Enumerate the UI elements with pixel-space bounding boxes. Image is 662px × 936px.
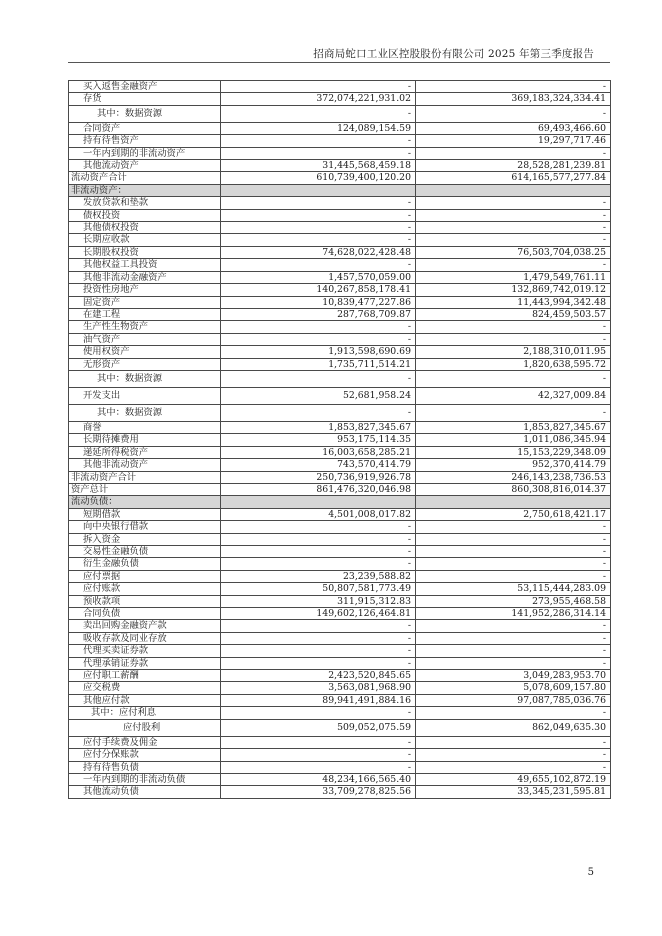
row-label: 持有待售资产	[69, 135, 221, 147]
row-label: 卖出回购金融资产款	[69, 620, 221, 632]
period-end-value: -	[221, 135, 416, 147]
period-end-value: 23,239,588.82	[221, 570, 416, 582]
year-start-value: 132,869,742,019.12	[416, 284, 611, 296]
row-label: 资产总计	[69, 483, 221, 495]
period-end-value: -	[221, 222, 416, 234]
period-end-value: 149,602,126,464.81	[221, 608, 416, 620]
year-start-value: 824,459,503.57	[416, 308, 611, 320]
row-label: 代理买卖证券款	[69, 645, 221, 657]
row-label: 应付职工薪酬	[69, 670, 221, 682]
period-end-value: 124,089,154.59	[221, 122, 416, 134]
year-start-value: -	[416, 209, 611, 221]
table-row	[69, 570, 611, 582]
year-start-value: -	[416, 736, 611, 748]
row-label: 衍生金融负债	[69, 558, 221, 570]
period-end-value: 372,074,221,931.02	[221, 93, 416, 105]
period-end-value: 50,807,581,773.49	[221, 583, 416, 595]
page-number: 5	[587, 867, 594, 878]
row-label: 其他流动资产	[69, 160, 221, 172]
table-row	[69, 645, 611, 657]
year-start-value: -	[416, 105, 611, 122]
year-start-value: 369,183,324,334.41	[416, 93, 611, 105]
year-start-value: 246,143,238,736.53	[416, 471, 611, 483]
row-label: 流动负债：	[69, 496, 221, 508]
year-start-value: -	[416, 533, 611, 545]
table-row	[69, 707, 611, 719]
row-label: 持有待售负债	[69, 761, 221, 773]
table-row	[69, 446, 611, 458]
period-end-value: -	[221, 234, 416, 246]
table-row	[69, 404, 611, 421]
year-start-value: -	[416, 81, 611, 93]
table-row	[69, 632, 611, 644]
year-start-value	[416, 184, 611, 196]
year-start-value	[416, 496, 611, 508]
period-end-value: -	[221, 81, 416, 93]
table-row	[69, 749, 611, 761]
row-label: 其中：应付利息	[69, 707, 221, 719]
year-start-value: 141,952,286,314.14	[416, 608, 611, 620]
period-end-value: 1,735,711,514.21	[221, 358, 416, 370]
row-label: 发放贷款和垫款	[69, 197, 221, 209]
year-start-value: -	[416, 222, 611, 234]
table-row	[69, 521, 611, 533]
period-end-value: 89,941,491,884.16	[221, 694, 416, 706]
year-start-value: -	[416, 546, 611, 558]
row-label: 投资性房地产	[69, 284, 221, 296]
period-end-value: -	[221, 521, 416, 533]
table-row	[69, 761, 611, 773]
row-label: 其他流动负债	[69, 786, 221, 798]
table-row	[69, 259, 611, 271]
table-row	[69, 670, 611, 682]
table-row	[69, 321, 611, 333]
year-start-value: -	[416, 620, 611, 632]
table-row	[69, 370, 611, 387]
row-label: 一年内到期的非流动负债	[69, 773, 221, 785]
row-label: 商誉	[69, 421, 221, 433]
row-label: 在建工程	[69, 308, 221, 320]
year-start-value: 5,078,609,157.80	[416, 682, 611, 694]
table-row	[69, 222, 611, 234]
period-end-value: -	[221, 558, 416, 570]
row-label: 应付手续费及佣金	[69, 736, 221, 748]
year-start-value: 11,443,994,342.48	[416, 296, 611, 308]
period-end-value: 10,839,477,227.86	[221, 296, 416, 308]
row-label: 油气资产	[69, 333, 221, 345]
period-end-value: 743,570,414.79	[221, 459, 416, 471]
period-end-value: -	[221, 259, 416, 271]
row-label: 应付票据	[69, 570, 221, 582]
period-end-value: 311,915,312.83	[221, 595, 416, 607]
year-start-value: 2,188,310,011.95	[416, 346, 611, 358]
table-row	[69, 483, 611, 495]
table-row	[69, 657, 611, 669]
year-start-value: 15,153,229,348.09	[416, 446, 611, 458]
year-start-value: 33,345,231,595.81	[416, 786, 611, 798]
period-end-value: -	[221, 321, 416, 333]
table-row	[69, 694, 611, 706]
period-end-value: -	[221, 546, 416, 558]
row-label: 其中：数据资源	[69, 370, 221, 387]
table-row	[69, 271, 611, 283]
table-row	[69, 533, 611, 545]
period-end-value: 140,267,858,178.41	[221, 284, 416, 296]
period-end-value: 1,853,827,345.67	[221, 421, 416, 433]
year-start-value: 1,853,827,345.67	[416, 421, 611, 433]
period-end-value: -	[221, 333, 416, 345]
period-end-value: 31,445,568,459.18	[221, 160, 416, 172]
row-label: 合同负债	[69, 608, 221, 620]
year-start-value: -	[416, 370, 611, 387]
year-start-value: -	[416, 259, 611, 271]
period-end-value: 953,175,114.35	[221, 434, 416, 446]
row-label: 其他权益工具投资	[69, 259, 221, 271]
year-start-value: 49,655,102,872.19	[416, 773, 611, 785]
row-label: 其中：数据资源	[69, 404, 221, 421]
table-row	[69, 583, 611, 595]
row-label: 其他非流动金融资产	[69, 271, 221, 283]
year-start-value: -	[416, 657, 611, 669]
table-row	[69, 459, 611, 471]
table-row	[69, 308, 611, 320]
table-row	[69, 546, 611, 558]
period-end-value: -	[221, 533, 416, 545]
year-start-value: 860,308,816,014.37	[416, 483, 611, 495]
balance-sheet-table	[68, 80, 611, 799]
year-start-value: 2,750,618,421.17	[416, 508, 611, 520]
year-start-value: 1,011,086,345.94	[416, 434, 611, 446]
year-start-value: 76,503,704,038.25	[416, 246, 611, 258]
row-label: 长期待摊费用	[69, 434, 221, 446]
period-end-value: 287,768,709.87	[221, 308, 416, 320]
year-start-value: -	[416, 521, 611, 533]
row-label: 买入返售金融资产	[69, 81, 221, 93]
table-row	[69, 234, 611, 246]
year-start-value: -	[416, 558, 611, 570]
table-row	[69, 496, 611, 508]
row-label: 存货	[69, 93, 221, 105]
row-label: 向中央银行借款	[69, 521, 221, 533]
row-label: 开发支出	[69, 387, 221, 404]
year-start-value: 3,049,283,953.70	[416, 670, 611, 682]
period-end-value: -	[221, 197, 416, 209]
year-start-value: -	[416, 645, 611, 657]
period-end-value: 52,681,958.24	[221, 387, 416, 404]
table-row	[69, 346, 611, 358]
period-end-value: -	[221, 209, 416, 221]
year-start-value: -	[416, 570, 611, 582]
period-end-value: 1,457,570,059.00	[221, 271, 416, 283]
period-end-value: -	[221, 370, 416, 387]
table-row	[69, 246, 611, 258]
year-start-value: -	[416, 197, 611, 209]
table-row	[69, 608, 611, 620]
period-end-value: 48,234,166,565.40	[221, 773, 416, 785]
table-row	[69, 434, 611, 446]
period-end-value: -	[221, 645, 416, 657]
row-label: 长期应收款	[69, 234, 221, 246]
table-row	[69, 333, 611, 345]
period-end-value: -	[221, 105, 416, 122]
table-row	[69, 160, 611, 172]
year-start-value: 53,115,444,283.09	[416, 583, 611, 595]
period-end-value: -	[221, 147, 416, 159]
year-start-value: -	[416, 632, 611, 644]
table-row	[69, 284, 611, 296]
row-label: 非流动资产：	[69, 184, 221, 196]
table-row	[69, 471, 611, 483]
period-end-value: -	[221, 404, 416, 421]
row-label: 递延所得税资产	[69, 446, 221, 458]
table-row	[69, 558, 611, 570]
table-row	[69, 105, 611, 122]
row-label: 生产性生物资产	[69, 321, 221, 333]
row-label: 应付账款	[69, 583, 221, 595]
year-start-value: 42,327,009.84	[416, 387, 611, 404]
row-label: 拆入资金	[69, 533, 221, 545]
table-row	[69, 81, 611, 93]
period-end-value: 250,736,919,926.78	[221, 471, 416, 483]
period-end-value: 1,913,598,690.69	[221, 346, 416, 358]
year-start-value: -	[416, 707, 611, 719]
year-start-value: -	[416, 321, 611, 333]
year-start-value: -	[416, 147, 611, 159]
period-end-value: 74,628,022,428.48	[221, 246, 416, 258]
table-row	[69, 184, 611, 196]
row-label: 交易性金融负债	[69, 546, 221, 558]
period-end-value: 16,003,658,285.21	[221, 446, 416, 458]
period-end-value: -	[221, 620, 416, 632]
header-divider	[68, 62, 610, 63]
year-start-value: 19,297,717.46	[416, 135, 611, 147]
table-row	[69, 595, 611, 607]
year-start-value: -	[416, 761, 611, 773]
table-row	[69, 197, 611, 209]
year-start-value: 952,370,414.79	[416, 459, 611, 471]
table-row	[69, 786, 611, 798]
row-label: 非流动资产合计	[69, 471, 221, 483]
table-row	[69, 135, 611, 147]
row-label: 其他应付款	[69, 694, 221, 706]
row-label: 短期借款	[69, 508, 221, 520]
period-end-value: -	[221, 761, 416, 773]
year-start-value: -	[416, 333, 611, 345]
period-end-value	[221, 496, 416, 508]
row-label: 合同资产	[69, 122, 221, 134]
row-label: 债权投资	[69, 209, 221, 221]
table-row	[69, 147, 611, 159]
period-end-value: 3,563,081,968.90	[221, 682, 416, 694]
table-row	[69, 736, 611, 748]
year-start-value: 69,493,466.60	[416, 122, 611, 134]
table-row	[69, 773, 611, 785]
period-end-value: -	[221, 632, 416, 644]
table-row	[69, 508, 611, 520]
year-start-value: 28,528,281,239.81	[416, 160, 611, 172]
row-label: 固定资产	[69, 296, 221, 308]
table-row	[69, 122, 611, 134]
row-label: 一年内到期的非流动资产	[69, 147, 221, 159]
table-row	[69, 358, 611, 370]
year-start-value: 862,049,635.30	[416, 719, 611, 736]
period-end-value: 861,476,320,046.98	[221, 483, 416, 495]
row-label: 应交税费	[69, 682, 221, 694]
row-label: 应付分保账款	[69, 749, 221, 761]
year-start-value: 1,479,549,761.11	[416, 271, 611, 283]
period-end-value: -	[221, 707, 416, 719]
row-label: 其中：数据资源	[69, 105, 221, 122]
balance-sheet-body	[69, 81, 611, 799]
row-label: 其他债权投资	[69, 222, 221, 234]
period-end-value: 610,739,400,120.20	[221, 172, 416, 184]
row-label: 其他非流动资产	[69, 459, 221, 471]
table-row	[69, 719, 611, 736]
table-row	[69, 296, 611, 308]
year-start-value: -	[416, 404, 611, 421]
row-label: 长期股权投资	[69, 246, 221, 258]
period-end-value: -	[221, 749, 416, 761]
table-row	[69, 387, 611, 404]
table-row	[69, 172, 611, 184]
table-row	[69, 421, 611, 433]
period-end-value: 33,709,278,825.56	[221, 786, 416, 798]
year-start-value: -	[416, 234, 611, 246]
year-start-value: 614,165,577,277.84	[416, 172, 611, 184]
row-label: 吸收存款及同业存放	[69, 632, 221, 644]
table-row	[69, 209, 611, 221]
period-end-value	[221, 184, 416, 196]
report-header: 招商局蛇口工业区控股股份有限公司 2025 年第三季度报告	[313, 48, 594, 60]
table-row	[69, 620, 611, 632]
row-label: 使用权资产	[69, 346, 221, 358]
period-end-value: 509,052,075.59	[221, 719, 416, 736]
year-start-value: 273,955,468.58	[416, 595, 611, 607]
year-start-value: 97,087,785,036.76	[416, 694, 611, 706]
period-end-value: -	[221, 736, 416, 748]
table-row	[69, 93, 611, 105]
row-label: 流动资产合计	[69, 172, 221, 184]
year-start-value: 1,820,638,595.72	[416, 358, 611, 370]
year-start-value: -	[416, 749, 611, 761]
period-end-value: 4,501,008,017.82	[221, 508, 416, 520]
row-label: 预收款项	[69, 595, 221, 607]
period-end-value: -	[221, 657, 416, 669]
row-label: 代理承销证券款	[69, 657, 221, 669]
row-label: 应付股利	[69, 719, 221, 736]
period-end-value: 2,423,520,845.65	[221, 670, 416, 682]
row-label: 无形资产	[69, 358, 221, 370]
table-row	[69, 682, 611, 694]
